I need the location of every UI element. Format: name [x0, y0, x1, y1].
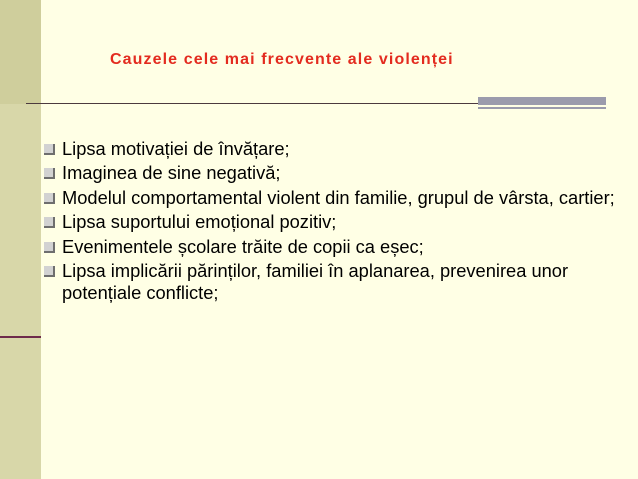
title-divider-accent-line [478, 107, 606, 109]
bullet-text: Evenimentele școlare trăite de copii ca eșec; [62, 235, 424, 257]
bullet-item [0, 260, 620, 305]
bullet-text: Lipsa motivației de învățare; [62, 138, 290, 159]
square-bullet-icon [44, 193, 55, 204]
square-bullet-icon [44, 217, 55, 228]
square-bullet-icon [44, 168, 55, 179]
bullet-item [0, 138, 620, 160]
bullet-item [0, 162, 620, 184]
bullet-text: Lipsa suportului emoțional pozitiv; [62, 211, 337, 233]
bullet-text: Modelul comportamental violent din familie, grupul de vârsta, cartier; [62, 186, 615, 208]
square-bullet-icon [44, 266, 55, 277]
square-bullet-icon [44, 242, 55, 253]
left-band-upper-section [0, 0, 41, 104]
bullet-item [0, 236, 620, 258]
bullet-list [0, 138, 620, 307]
bullet-text: Imaginea de sine negativă; [62, 162, 281, 184]
left-accent-line [0, 336, 41, 338]
title-divider-accent-block [478, 97, 606, 105]
square-bullet-icon [44, 144, 55, 155]
bullet-text: Lipsa implicării părinților, familiei în aplanarea, prevenirea unor potențiale conflicte; [62, 260, 569, 304]
bullet-item [0, 211, 620, 233]
bullet-item [0, 187, 620, 209]
slide-title: Cauzele cele mai frecvente ale violenței [110, 51, 454, 68]
